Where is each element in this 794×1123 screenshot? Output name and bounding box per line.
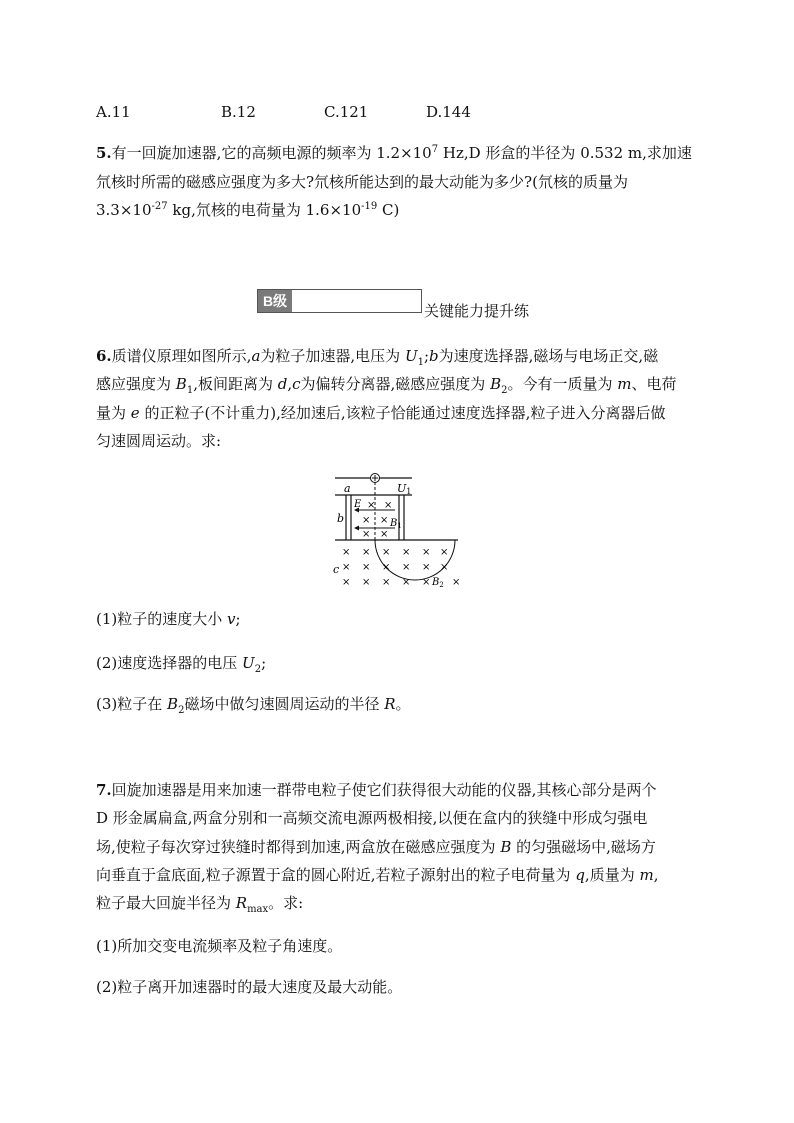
q6-sub-2: (2)速度选择器的电压 $U_2$; — [96, 654, 267, 675]
q4-option-b: B.12 — [221, 103, 256, 121]
cross: × — [422, 577, 431, 588]
cross: × — [380, 529, 389, 540]
q7-line-5: 粒子最大回旋半径为 $R_{max}$。求: — [96, 894, 304, 915]
q6-sub-3: (3)粒子在 $B_2$磁场中做匀速圆周运动的半径 R。 — [96, 695, 411, 716]
cross: × — [382, 547, 391, 558]
q4-option-c: C.121 — [324, 103, 369, 121]
cross: × — [342, 547, 351, 558]
cross: × — [362, 577, 371, 588]
cross: × — [384, 500, 393, 511]
cross: × — [402, 577, 411, 588]
selector-field-crosses — [362, 500, 392, 540]
q7-line-3: 场,使粒子每次穿过狭缝时都得到加速,两盒放在磁感应强度为 B 的匀强磁场中,磁场方 — [96, 838, 656, 856]
cross: × — [440, 562, 449, 573]
cross: × — [362, 529, 371, 540]
label-E: E — [354, 499, 362, 510]
label-b: b — [337, 512, 345, 525]
cross: × — [380, 515, 389, 526]
cross: × — [342, 577, 351, 588]
q7-sub-1: (1)所加交变电流频率及粒子角速度。 — [96, 937, 343, 955]
q7-line-1: 7.回旋加速器是用来加速一群带电粒子使它们获得很大动能的仪器,其核心部分是两个 — [96, 781, 657, 799]
q6-line-3: 量为 e 的正粒子(不计重力),经加速后,该粒子恰能通过速度选择器,粒子进入分离器后做 — [96, 404, 666, 422]
cross: × — [402, 562, 411, 573]
cross: × — [440, 547, 449, 558]
q7-sub-2: (2)粒子离开加速器时的最大速度及最大动能。 — [96, 978, 403, 996]
q5-line-3: $3.3\times 10^{-27}$ kg,氘核的电荷量为 $1.6\times 10^{-19}$ C) — [96, 201, 400, 219]
particle-path-arc — [375, 540, 455, 580]
cross: × — [422, 547, 431, 558]
cross: × — [402, 547, 411, 558]
q6-sub-1: (1)粒子的速度大小 v; — [96, 610, 241, 628]
cross: × — [342, 562, 351, 573]
label-B2: $B_2$ — [432, 577, 444, 589]
q6-line-1: 6.质谱仪原理如图所示,a为粒子加速器,电压为 $U_1;b$为速度选择器,磁场与电场正交,磁 — [96, 347, 659, 368]
label-c: c — [333, 563, 340, 576]
cross: × — [452, 577, 461, 588]
q7-line-2: D 形金属扁盒,两盒分别和一高频交流电源两极相接,以便在盒内的狭缝中形成匀强电 — [96, 809, 648, 827]
level-tag: B级 — [258, 290, 292, 312]
cross: × — [382, 562, 391, 573]
q4-option-a: A.11 — [96, 103, 131, 121]
cross: × — [362, 515, 371, 526]
q5-number: 5. — [96, 144, 112, 162]
cross: × — [362, 547, 371, 558]
q5-line-2: 氘核时所需的磁感应强度为多大?氘核所能达到的最大动能为多少?(氘核的质量为 — [96, 173, 628, 191]
label-U1: U1 — [397, 482, 412, 496]
cross: × — [382, 577, 391, 588]
cross: × — [362, 562, 371, 573]
q5-line-1: 5.有一回旋加速器,它的高频电源的频率为 $1.2\times 10^7$ Hz,D 形盒的半径为 0.532 m,求加速 — [96, 144, 692, 162]
q6-number: 6. — [96, 347, 112, 365]
label-B1: $B_1$ — [390, 518, 402, 530]
q7-number: 7. — [96, 781, 112, 799]
q6-line-4: 匀速圆周运动。求: — [96, 432, 222, 450]
cross: × — [367, 500, 376, 511]
q7-line-4: 向垂直于盒底面,粒子源置于盒的圆心附近,若粒子源射出的粒子电荷量为 q,质量为 m, — [96, 866, 659, 884]
label-a: a — [344, 482, 351, 495]
mass-spectrometer-figure — [330, 470, 462, 594]
cross: × — [422, 562, 431, 573]
level-title: 关键能力提升练 — [424, 302, 530, 320]
q6-line-2: 感应强度为 $B_1$,板间距离为 d,c为偏转分离器,磁感应强度为 $B_2$。今有一质量为 m、电荷 — [96, 375, 677, 396]
q4-option-d: D.144 — [426, 103, 471, 121]
level-heading-box — [257, 289, 422, 313]
e-field-arrowhead-2 — [354, 526, 359, 531]
